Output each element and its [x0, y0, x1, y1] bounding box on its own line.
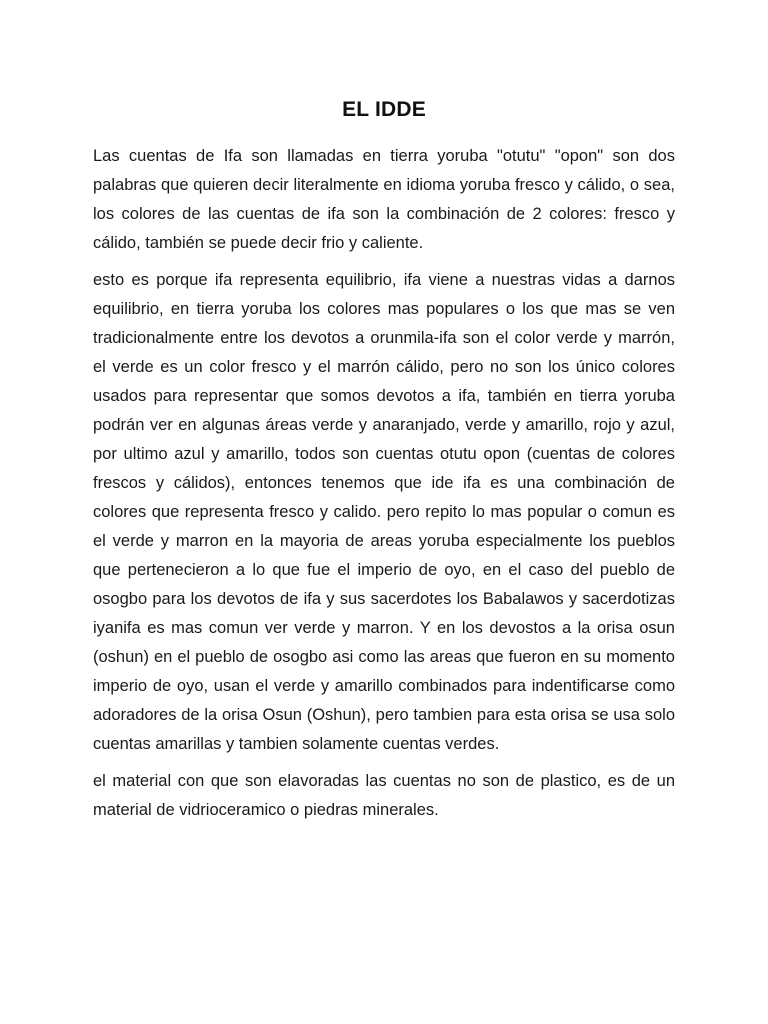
document-title: EL IDDE	[342, 98, 426, 121]
paragraph-2: esto es porque ifa representa equilibrio, ifa viene a nuestras vidas a darnos equilibrio, en tierra yoruba los colores mas populares o los que mas se ven tradicionalmente entre los devotos a orunmila-ifa son el color verde y marrón, el verde es un color fresco y el marrón cálido, pero no son los único colores usados para representar que somos devotos a ifa, también en tierra yoruba podrán ver en algunas áreas verde y anaranjado, verde y amarillo, rojo y azul, por ultimo azul y amarillo, todos son cuentas otutu opon (cuentas de colores frescos y cálidos), entonces tenemos que ide ifa es una combinación de colores que representa fresco y calido. pero repito lo mas popular o comun es el verde y marron en la mayoria de areas yoruba especialmente los pueblos que pertenecieron a lo que fue el imperio de oyo, en el caso del pueblo de osogbo para los devotos de ifa y sus sacerdotes los Babalawos y sacerdotizas iyanifa es mas comun ver verde y marron. Y en los devostos a la orisa osun (oshun) en el pueblo de osogbo asi como las areas que fueron en su momento imperio de oyo, usan el verde y amarillo combinados para indentificarse como adoradores de la orisa Osun (Oshun), pero tambien para esta orisa se usa solo cuentas amarillas y tambien solamente cuentas verdes.	[93, 271, 675, 753]
paragraph-1: Las cuentas de Ifa son llamadas en tierra yoruba "otutu" "opon" son dos palabras que quieren decir literalmente en idioma yoruba fresco y cálido, o sea, los colores de las cuentas de ifa son la combinación de 2 colores: fresco y cálido, también se puede decir frio y caliente.	[93, 147, 675, 252]
paragraph-3: el material con que son elavoradas las cuentas no son de plastico, es de un material de vidrioceramico o piedras minerales.	[93, 772, 675, 819]
document-body	[93, 142, 675, 833]
